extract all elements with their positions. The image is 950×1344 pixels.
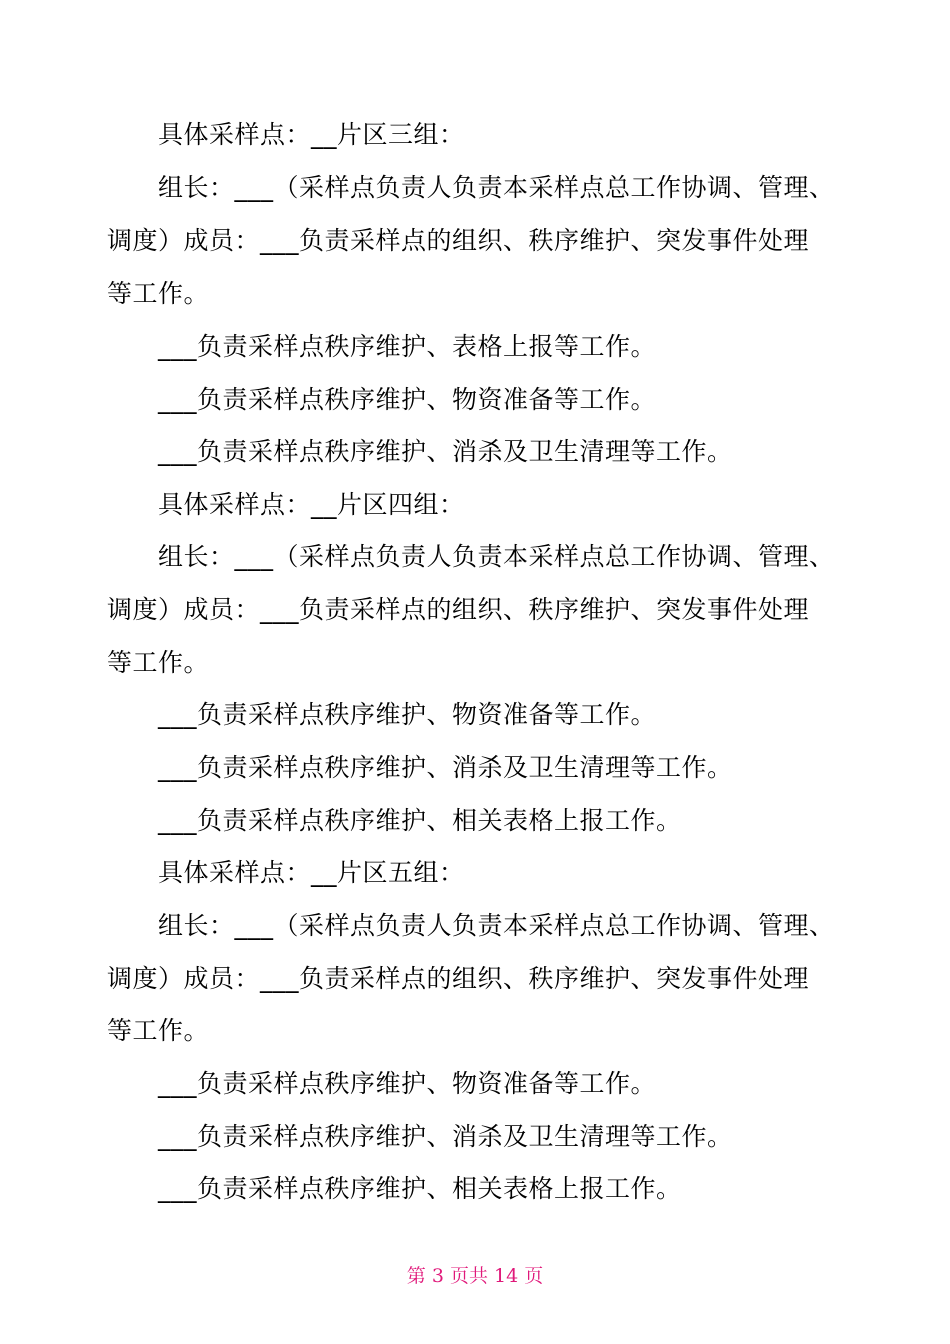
paragraph-line: ___负责采样点秩序维护、相关表格上报工作。 <box>158 806 682 835</box>
paragraph-line: ___负责采样点秩序维护、消杀及卫生清理等工作。 <box>158 437 733 466</box>
paragraph-line: 等工作。 <box>107 279 210 308</box>
paragraph-line: 具体采样点：__片区三组： <box>158 120 465 149</box>
paragraph-line: 等工作。 <box>107 648 210 677</box>
paragraph-line: 等工作。 <box>107 1016 210 1045</box>
paragraph-line: 组长：___（采样点负责人负责本采样点总工作协调、管理、 <box>158 911 835 940</box>
paragraph-line: ___负责采样点秩序维护、物资准备等工作。 <box>158 1069 657 1098</box>
paragraph-line: ___负责采样点秩序维护、消杀及卫生清理等工作。 <box>158 1122 733 1151</box>
paragraph-line: ___负责采样点秩序维护、表格上报等工作。 <box>158 332 657 361</box>
page-number-footer: 第 3 页共 14 页 <box>406 1265 544 1287</box>
paragraph-line: 调度）成员：___负责采样点的组织、秩序维护、突发事件处理 <box>107 595 810 624</box>
paragraph-line: 组长：___（采样点负责人负责本采样点总工作协调、管理、 <box>158 542 835 571</box>
paragraph-line: ___负责采样点秩序维护、消杀及卫生清理等工作。 <box>158 753 733 782</box>
paragraph-line: 调度）成员：___负责采样点的组织、秩序维护、突发事件处理 <box>107 964 810 993</box>
paragraph-line: ___负责采样点秩序维护、物资准备等工作。 <box>158 700 657 729</box>
paragraph-line: 调度）成员：___负责采样点的组织、秩序维护、突发事件处理 <box>107 226 810 255</box>
paragraph-line: 具体采样点：__片区四组： <box>158 490 465 519</box>
paragraph-line: ___负责采样点秩序维护、物资准备等工作。 <box>158 385 657 414</box>
paragraph-line: 具体采样点：__片区五组： <box>158 858 465 887</box>
paragraph-line: ___负责采样点秩序维护、相关表格上报工作。 <box>158 1174 682 1203</box>
paragraph-line: 组长：___（采样点负责人负责本采样点总工作协调、管理、 <box>158 173 835 202</box>
